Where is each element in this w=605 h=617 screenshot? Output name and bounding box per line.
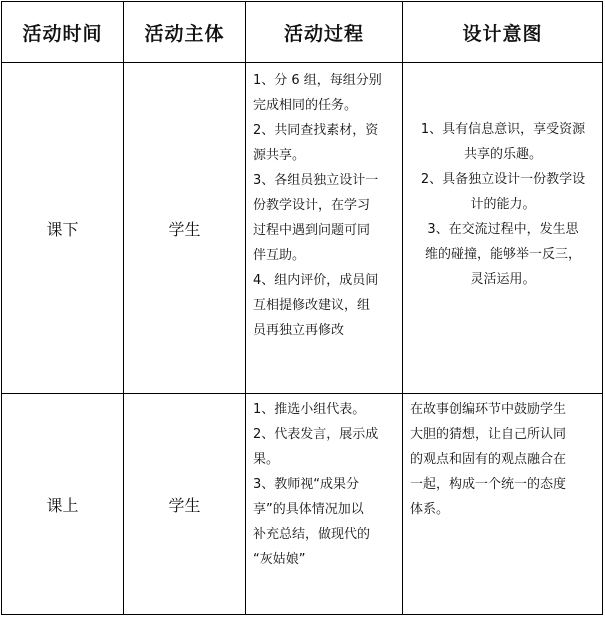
process-item-2-1: 1、推选小组代表。 [253,402,366,417]
table-col-divider-3 [402,1,403,615]
row1-intent [407,117,599,292]
process-item-1-1: 1、分 6 组，每组分别 完成相同的任务。 [253,73,382,113]
header-intent: 设计意图 [462,22,543,45]
activity-table [1,1,603,615]
table-border-right [602,1,603,615]
header-subject: 活动主体 [144,22,225,45]
table-col-divider-2 [245,1,246,615]
header-process: 活动过程 [283,22,364,45]
intent-item-1-1: 1、具有信息意识，享受资源 共享的乐趣。 [420,122,586,162]
row1-subject: 学生 [168,219,201,239]
intent-item-1-3: 3、在交流过程中，发生思 维的碰撞，能够举一反三， 灵活运用。 [424,222,581,287]
header-time: 活动时间 [22,22,103,45]
process-item-2-3: 3、教师视“成果分 享”的具体情况加以 补充总结，做现代的 “灰姑娘” [253,477,371,567]
intent-item-2-1: 在故事创编环节中鼓励学生 大胆的猜想，让自己所认同 的观点和固有的观点融合在 一起，构成一个统一的态度 体系。 [410,402,567,517]
intent-item-1-2: 2、具备独立设计一份教学设 计的能力。 [420,172,586,212]
process-item-1-3: 3、各组员独立设计一 份教学设计，在学习 过程中遇到问题可同 伴互助。 [253,173,379,263]
row2-time: 课上 [46,495,79,515]
row1-time: 课下 [46,219,79,239]
process-item-2-2: 2、代表发言，展示成 果。 [253,427,379,467]
table-border-bottom [1,614,603,615]
row2-process [253,397,399,572]
process-item-1-2: 2、共同查找素材，资 源共享。 [253,123,379,163]
process-item-1-4: 4、组内评价，成员间 互相提修改建议，组 员再独立再修改 [253,273,379,338]
row2-intent [410,397,600,522]
row1-process [253,68,399,343]
row2-subject: 学生 [168,495,201,515]
